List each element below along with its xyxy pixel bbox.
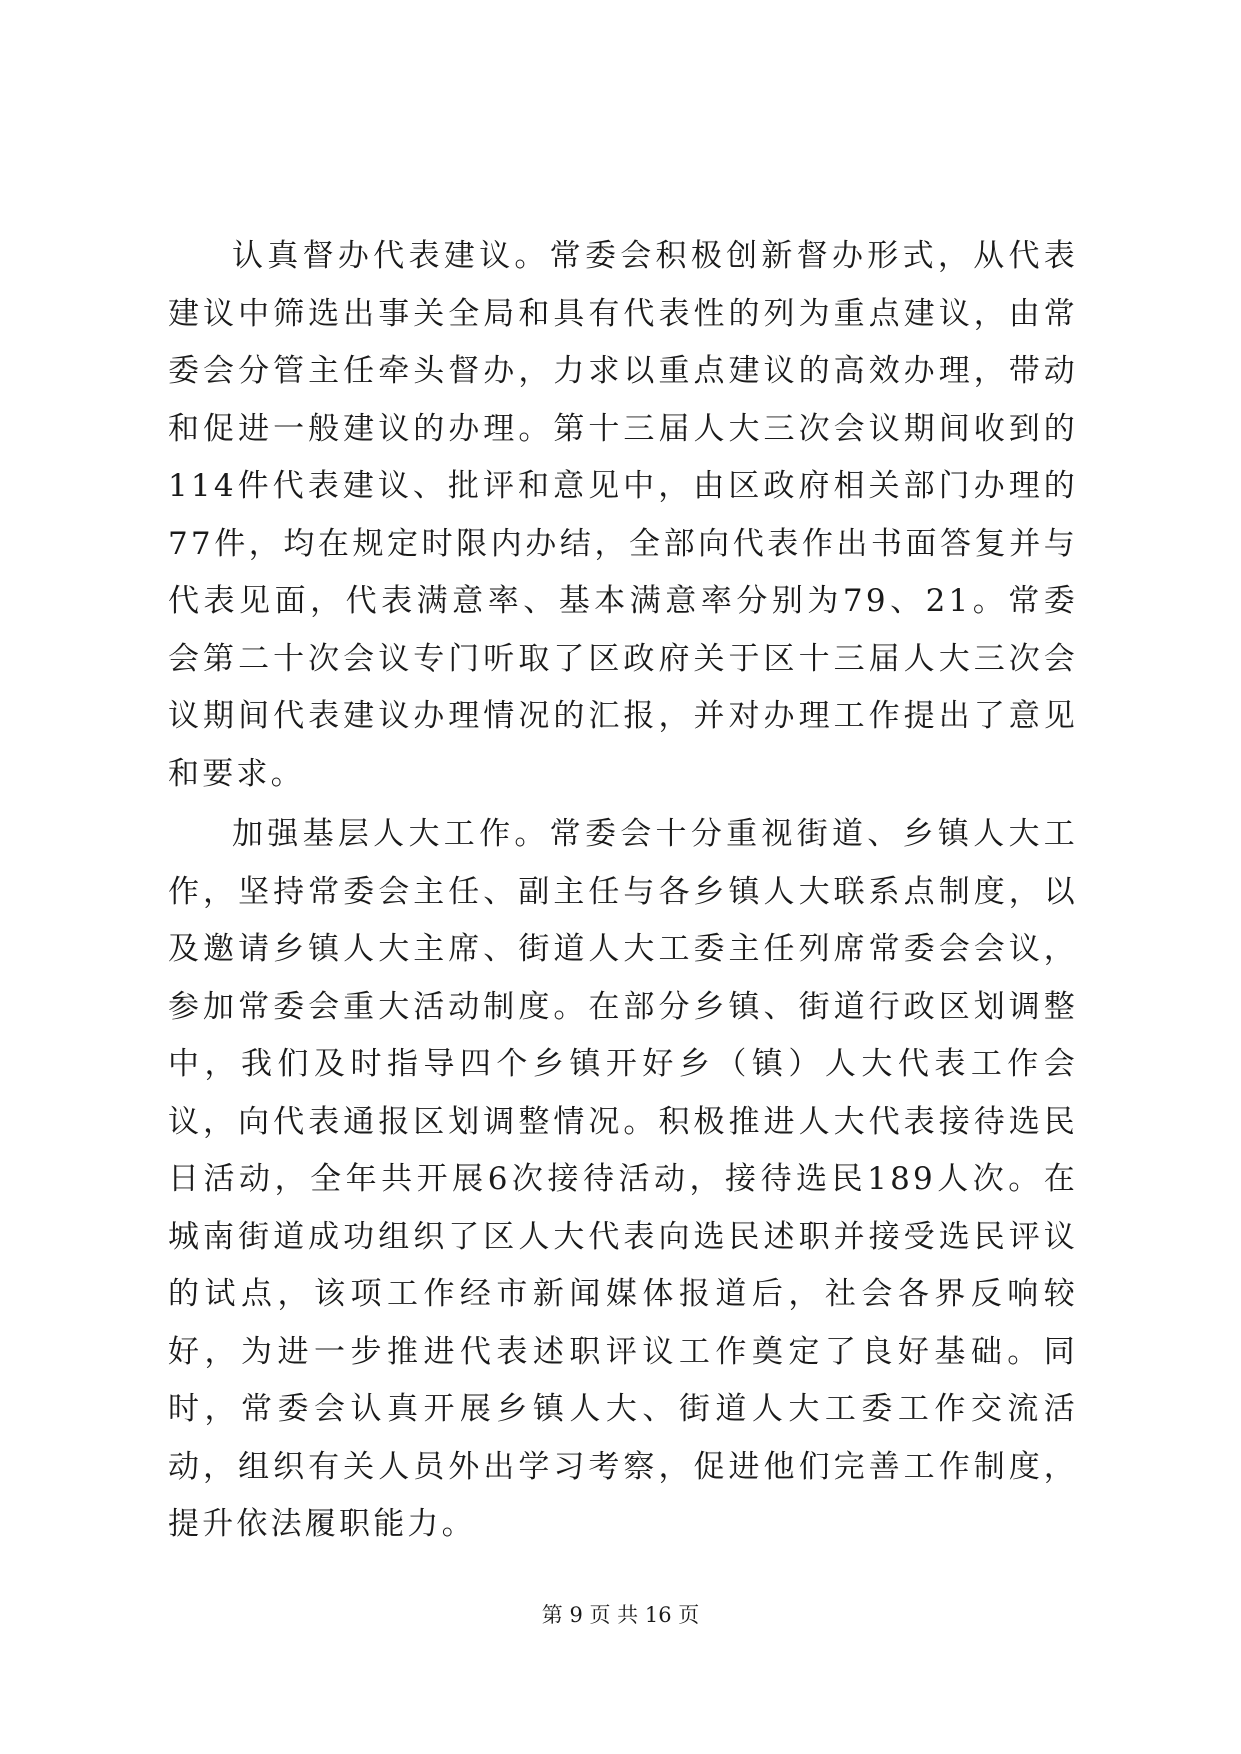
document-body (168, 228, 1078, 1557)
paragraph-representative-suggestions: 认真督办代表建议。常委会积极创新督办形式，从代表建议中筛选出事关全局和具有代表性的列为重点建议，由常委会分管主任牵头督办，力求以重点建议的高效办理，带动和促进一般建议的办理。第十三届人大三次会议期间收到的114件代表建议、批评和意见中，由区政府相关部门办理的77件，均在规定时限内办结，全部向代表作出书面答复并与代表见面，代表满意率、基本满意率分别为79、21。常委会第二十次会议专门听取了区政府关于区十三届人大三次会议期间代表建议办理情况的汇报，并对办理工作提出了意见和要求。 (168, 238, 1078, 792)
paragraph-grassroots-work: 加强基层人大工作。常委会十分重视街道、乡镇人大工作，坚持常委会主任、副主任与各乡镇人大联系点制度，以及邀请乡镇人大主席、街道人大工委主任列席常委会会议，参加常委会重大活动制度。在部分乡镇、街道行政区划调整中，我们及时指导四个乡镇开好乡（镇）人大代表工作会议，向代表通报区划调整情况。积极推进人大代表接待选民日活动，全年共开展6次接待活动，接待选民189人次。在城南街道成功组织了区人大代表向选民述职并接受选民评议的试点，该项工作经市新闻媒体报道后，社会各界反响较好，为进一步推进代表述职评议工作奠定了良好基础。同时，常委会认真开展乡镇人大、街道人大工委工作交流活动，组织有关人员外出学习考察，促进他们完善工作制度，提升依法履职能力。 (168, 816, 1078, 1542)
page-footer: 第 9 页 共 16 页 (541, 1603, 700, 1627)
